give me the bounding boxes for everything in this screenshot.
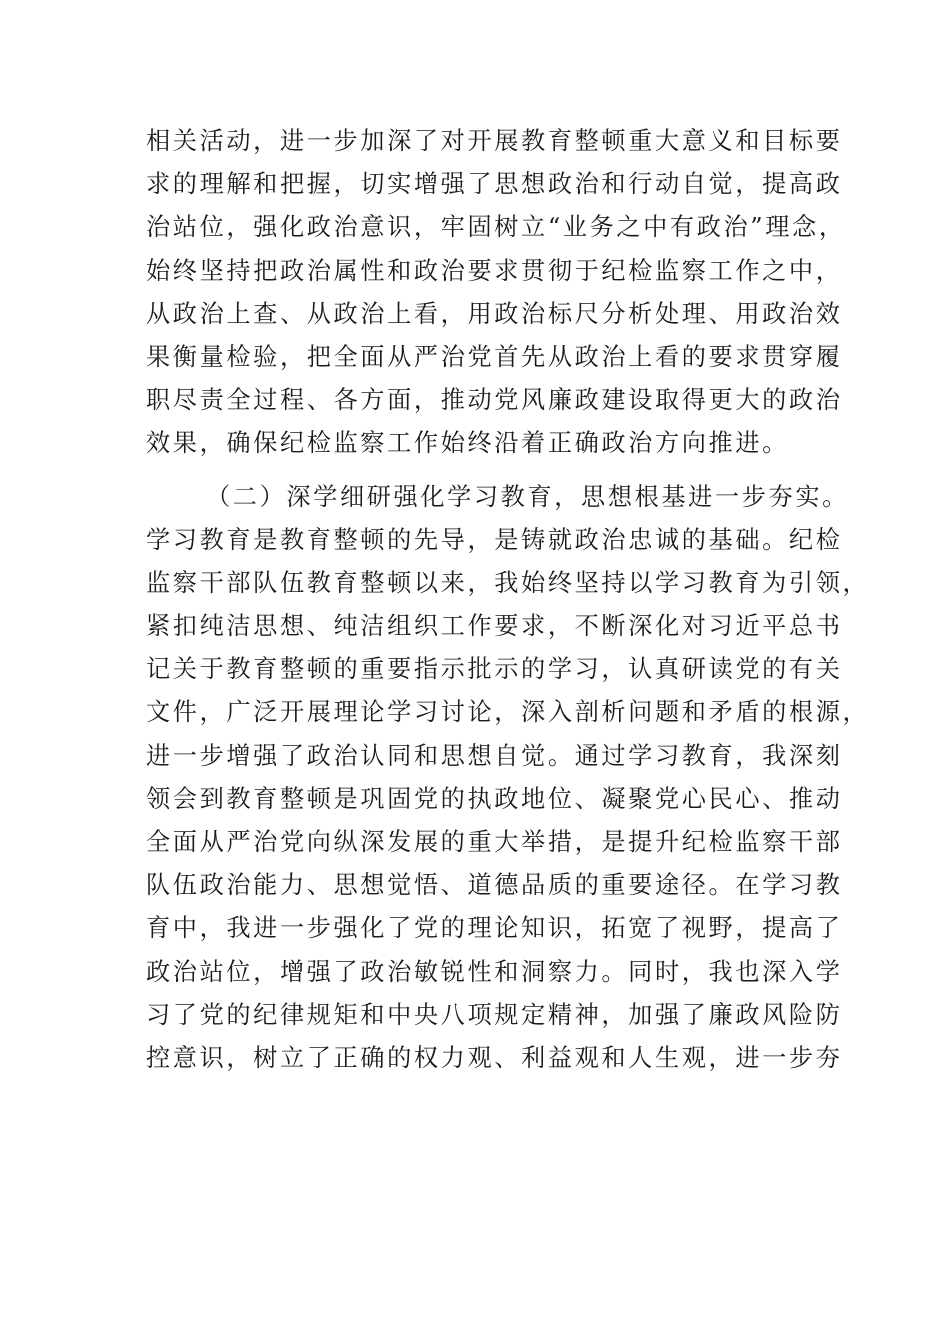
text-line: 文件，广泛开展理论学习讨论，深入剖析问题和矛盾的根源， xyxy=(146,698,870,727)
text-line: 全面从严治党向纵深发展的重大举措，是提升纪检监察干部 xyxy=(146,828,843,856)
text-line: 习了党的纪律规矩和中央八项规定精神，加强了廉政风险防 xyxy=(146,1000,843,1029)
text-line: 进一步增强了政治认同和思想自觉。通过学习教育，我深刻 xyxy=(146,741,843,770)
paragraph-spacing xyxy=(146,466,826,476)
text-line: 职尽责全过程、各方面，推动党风廉政建设取得更大的政治 xyxy=(146,386,843,415)
text-line: 求的理解和把握，切实增强了思想政治和行动自觉，提高政 xyxy=(146,170,843,199)
text-line: 控意识，树立了正确的权力观、利益观和人生观，进一步夯 xyxy=(146,1043,843,1072)
text-line: 育中，我进一步强化了党的理论知识，拓宽了视野，提高了 xyxy=(146,914,843,943)
text-line: 治站位，强化政治意识，牢固树立“业务之中有政治”理念， xyxy=(146,213,846,242)
text-line: 果衡量检验，把全面从严治党首先从政治上看的要求贯穿履 xyxy=(146,342,843,371)
text-line: 效果，确保纪检监察工作始终沿着正确政治方向推进。 xyxy=(146,429,789,458)
text-line: 从政治上查、从政治上看，用政治标尺分析处理、用政治效 xyxy=(146,299,843,328)
text-line: 政治站位，增强了政治敏锐性和洞察力。同时，我也深入学 xyxy=(146,957,843,986)
paragraph-2 xyxy=(146,476,870,1081)
text-line: 学习教育是教育整顿的先导，是铸就政治忠诚的基础。纪检 xyxy=(146,525,843,554)
text-line: 领会到教育整顿是巩固党的执政地位、凝聚党心民心、推动 xyxy=(146,784,843,813)
text-line: 记关于教育整顿的重要指示批示的学习，认真研读党的有关 xyxy=(146,655,843,684)
section-heading-line: （二）深学细研强化学习教育，思想根基进一步夯实。 xyxy=(206,482,849,511)
paragraph-1 xyxy=(146,120,846,466)
text-line: 队伍政治能力、思想觉悟、道德品质的重要途径。在学习教 xyxy=(146,871,843,900)
document-body xyxy=(146,120,870,1080)
text-line: 相关活动，进一步加深了对开展教育整顿重大意义和目标要 xyxy=(146,127,843,155)
text-line: 紧扣纯洁思想、纯洁组织工作要求，不断深化对习近平总书 xyxy=(146,612,843,641)
text-line: 始终坚持把政治属性和政治要求贯彻于纪检监察工作之中， xyxy=(146,256,843,285)
text-line: 监察干部队伍教育整顿以来，我始终坚持以学习教育为引领， xyxy=(146,568,870,597)
